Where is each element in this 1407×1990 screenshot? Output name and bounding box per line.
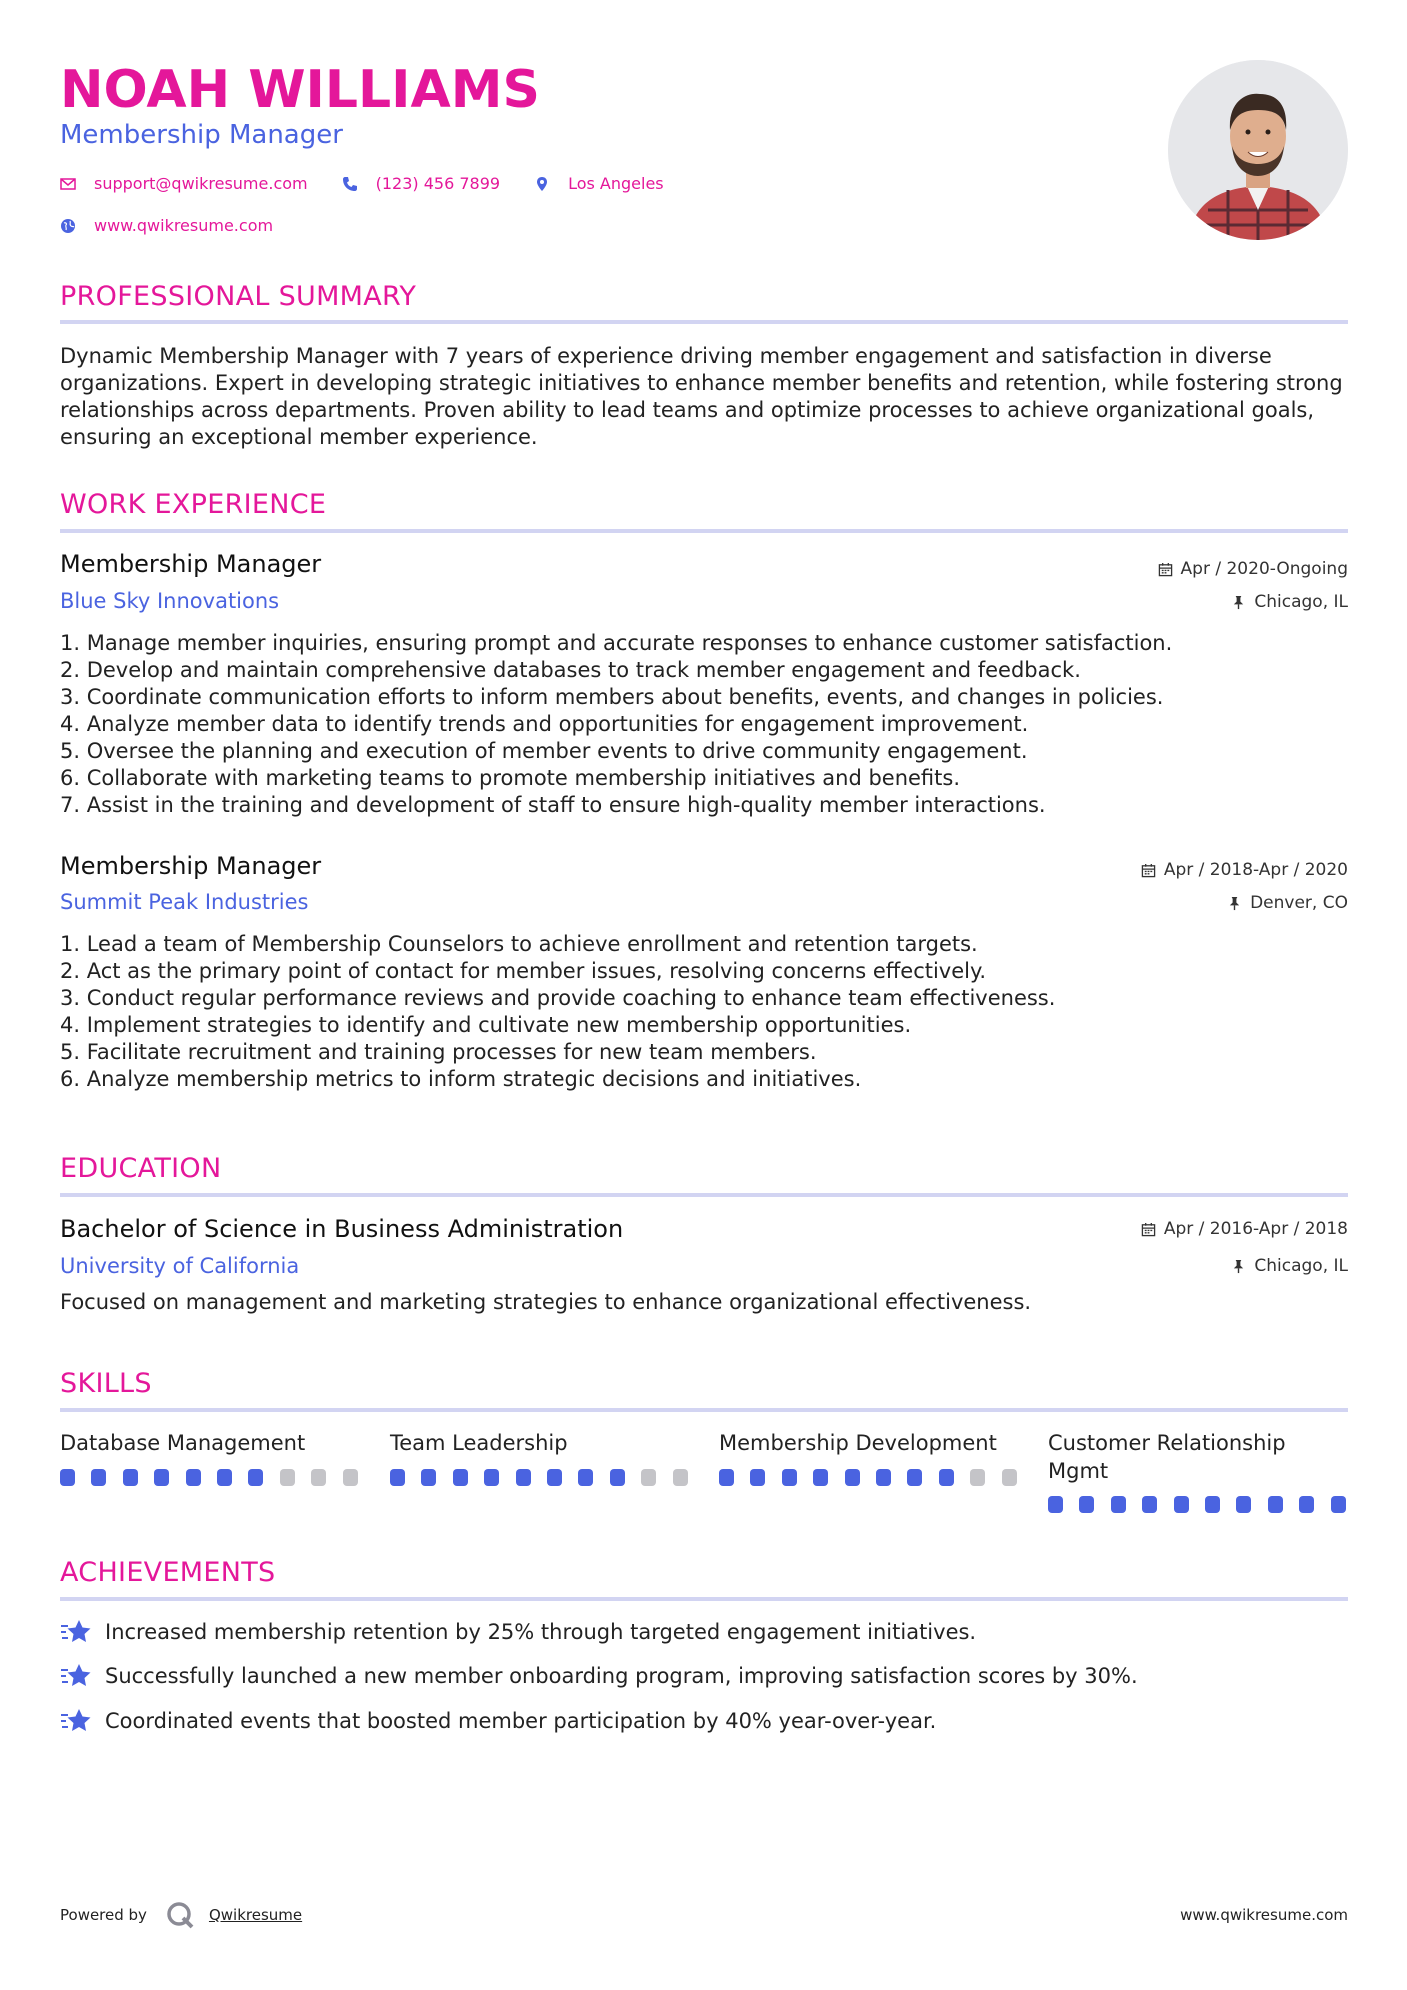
contact-row-2 [60, 215, 307, 237]
list-item: 1. Lead a team of Membership Counselors to achieve enrollment and retention targets. [60, 932, 978, 956]
rating-dot-filled [782, 1469, 797, 1486]
rating-dot-filled [1079, 1496, 1094, 1513]
job-date [1141, 859, 1348, 881]
list-item: 2. Develop and maintain comprehensive databases to track member engagement and feedback. [60, 658, 1081, 682]
rating-dot-filled [421, 1469, 436, 1486]
rating-dot-empty [280, 1469, 295, 1486]
job-location [1227, 892, 1348, 914]
rating-dot-filled [876, 1469, 891, 1486]
calendar-icon [1141, 1222, 1156, 1237]
job-duties [60, 931, 1348, 1093]
skill-rating [719, 1469, 1033, 1486]
contact-email[interactable] [60, 173, 308, 195]
contact-website[interactable] [60, 215, 273, 237]
company-name: Blue Sky Innovations [60, 589, 280, 613]
list-item: 2. Act as the primary point of contact for member issues, resolving concerns effectively. [60, 959, 987, 983]
list-item: 6. Analyze membership metrics to inform strategic decisions and initiatives. [60, 1067, 862, 1091]
achievement-text: Coordinated events that boosted member participation by 40% year-over-year. [105, 1709, 937, 1733]
qwikresume-logo-icon [165, 1900, 195, 1930]
location-text: Los Angeles [568, 174, 664, 193]
education-date-text: Apr / 2016-Apr / 2018 [1163, 1219, 1348, 1239]
rating-dot-filled [248, 1469, 263, 1486]
list-item: 7. Assist in the training and development of staff to ensure high-quality member interactions. [60, 793, 1046, 817]
rating-dot-empty [1002, 1469, 1017, 1486]
envelope-icon [60, 176, 76, 192]
job-date [1158, 558, 1348, 580]
section-title-achievements: ACHIEVEMENTS [60, 1557, 276, 1588]
rating-dot-filled [1048, 1496, 1063, 1513]
rating-dot-filled [154, 1469, 169, 1486]
rating-dot-empty [641, 1469, 656, 1486]
rating-dot-filled [123, 1469, 138, 1486]
list-item: 5. Facilitate recruitment and training processes for new team members. [60, 1040, 817, 1064]
section-divider [60, 320, 1348, 324]
skill-rating [1048, 1496, 1362, 1513]
star-icon [60, 1662, 92, 1690]
achievement-item [60, 1662, 1138, 1690]
rating-dot-filled [1268, 1496, 1283, 1513]
footer-powered-by [60, 1900, 302, 1930]
list-item: 1. Manage member inquiries, ensuring prompt and accurate responses to enhance customer satisfaction. [60, 631, 1173, 655]
section-title-experience: WORK EXPERIENCE [60, 489, 327, 520]
pushpin-icon [1231, 1259, 1246, 1274]
profile-photo [1168, 60, 1348, 240]
skill-item [1048, 1429, 1298, 1485]
education-description: Focused on management and marketing strategies to enhance organizational effectiveness. [60, 1290, 1032, 1314]
summary-line: Dynamic Membership Manager with 7 years of experience driving member engagement and satisfaction in diverse [60, 344, 1272, 368]
job-duties [60, 630, 1348, 819]
list-item: 3. Conduct regular performance reviews and provide coaching to enhance team effectiveness. [60, 986, 1056, 1010]
skill-name: Customer Relationship Mgmt [1048, 1431, 1286, 1483]
skill-name: Database Management [60, 1431, 306, 1455]
achievement-text: Successfully launched a new member onboarding program, improving satisfaction scores by 30%. [105, 1664, 1138, 1688]
rating-dot-empty [673, 1469, 688, 1486]
rating-dot-empty [970, 1469, 985, 1486]
rating-dot-filled [547, 1469, 562, 1486]
job-date-text: Apr / 2018-Apr / 2020 [1163, 860, 1348, 880]
skill-item [719, 1429, 1019, 1457]
calendar-icon [1141, 863, 1156, 878]
job-location [1231, 591, 1348, 613]
rating-dot-filled [578, 1469, 593, 1486]
job-location-text: Denver, CO [1250, 893, 1348, 913]
candidate-role: Membership Manager [60, 120, 343, 150]
section-divider [60, 1408, 1348, 1412]
rating-dot-filled [610, 1469, 625, 1486]
powered-by-label: Powered by [60, 1906, 147, 1924]
achievement-item [60, 1618, 976, 1646]
globe-icon [60, 218, 76, 234]
candidate-name: NOAH WILLIAMS [60, 60, 540, 120]
summary-text [60, 343, 1348, 451]
pushpin-icon [1227, 896, 1242, 911]
education-location [1231, 1255, 1348, 1277]
rating-dot-filled [1299, 1496, 1314, 1513]
star-icon [60, 1618, 92, 1646]
list-item: 6. Collaborate with marketing teams to promote membership initiatives and benefits. [60, 766, 961, 790]
job-title: Membership Manager [60, 852, 322, 880]
rating-dot-filled [60, 1469, 75, 1486]
skill-item [60, 1429, 360, 1457]
degree-title: Bachelor of Science in Business Administration [60, 1215, 624, 1243]
section-title-education: EDUCATION [60, 1153, 222, 1184]
rating-dot-filled [719, 1469, 734, 1486]
contact-location [534, 173, 664, 195]
education-date [1141, 1218, 1348, 1240]
section-divider [60, 1597, 1348, 1601]
education-location-text: Chicago, IL [1254, 1256, 1348, 1276]
rating-dot-filled [1142, 1496, 1157, 1513]
skill-name: Team Leadership [390, 1431, 568, 1455]
skill-name: Membership Development [719, 1431, 997, 1455]
rating-dot-filled [1174, 1496, 1189, 1513]
contact-row-1 [60, 173, 698, 195]
list-item: 4. Analyze member data to identify trends and opportunities for engagement improvement. [60, 712, 1029, 736]
rating-dot-filled [516, 1469, 531, 1486]
list-item: 5. Oversee the planning and execution of member events to drive community engagement. [60, 739, 1028, 763]
rating-dot-filled [390, 1469, 405, 1486]
rating-dot-filled [91, 1469, 106, 1486]
map-pin-icon [534, 176, 550, 192]
skill-item [390, 1429, 690, 1457]
rating-dot-filled [217, 1469, 232, 1486]
summary-line: organizations. Expert in developing strategic initiatives to enhance member benefits and retention, while fostering strong [60, 371, 1343, 395]
rating-dot-filled [845, 1469, 860, 1486]
school-name: University of California [60, 1254, 300, 1278]
rating-dot-filled [939, 1469, 954, 1486]
rating-dot-filled [750, 1469, 765, 1486]
rating-dot-empty [311, 1469, 326, 1486]
rating-dot-filled [1205, 1496, 1220, 1513]
pushpin-icon [1231, 595, 1246, 610]
contact-phone[interactable] [342, 173, 500, 195]
calendar-icon [1158, 562, 1173, 577]
rating-dot-filled [186, 1469, 201, 1486]
achievement-item [60, 1707, 936, 1735]
phone-text: (123) 456 7899 [375, 174, 501, 193]
job-date-text: Apr / 2020-Ongoing [1180, 559, 1348, 579]
rating-dot-filled [907, 1469, 922, 1486]
achievement-text: Increased membership retention by 25% through targeted engagement initiatives. [105, 1620, 977, 1644]
footer-website[interactable]: www.qwikresume.com [1180, 1906, 1348, 1924]
company-name: Summit Peak Industries [60, 890, 309, 914]
job-location-text: Chicago, IL [1254, 592, 1348, 612]
list-item: 3. Coordinate communication efforts to inform members about benefits, events, and changes in policies. [60, 685, 1164, 709]
rating-dot-filled [453, 1469, 468, 1486]
brand-link[interactable]: Qwikresume [208, 1906, 303, 1924]
skill-rating [390, 1469, 704, 1486]
website-text: www.qwikresume.com [94, 216, 274, 235]
section-title-skills: SKILLS [60, 1368, 152, 1399]
section-divider [60, 1193, 1348, 1197]
summary-line: ensuring an exceptional member experience. [60, 425, 538, 449]
star-icon [60, 1707, 92, 1735]
phone-icon [342, 176, 358, 192]
section-title-summary: PROFESSIONAL SUMMARY [60, 281, 417, 312]
rating-dot-filled [813, 1469, 828, 1486]
section-divider [60, 529, 1348, 533]
skill-rating [60, 1469, 374, 1486]
rating-dot-filled [1111, 1496, 1126, 1513]
rating-dot-filled [1331, 1496, 1346, 1513]
email-text: support@qwikresume.com [94, 174, 308, 193]
rating-dot-filled [1236, 1496, 1251, 1513]
summary-line: relationships across departments. Proven ability to lead teams and optimize processes to achieve organizational goals, [60, 398, 1315, 422]
job-title: Membership Manager [60, 550, 322, 578]
list-item: 4. Implement strategies to identify and cultivate new membership opportunities. [60, 1013, 912, 1037]
rating-dot-filled [484, 1469, 499, 1486]
rating-dot-empty [343, 1469, 358, 1486]
